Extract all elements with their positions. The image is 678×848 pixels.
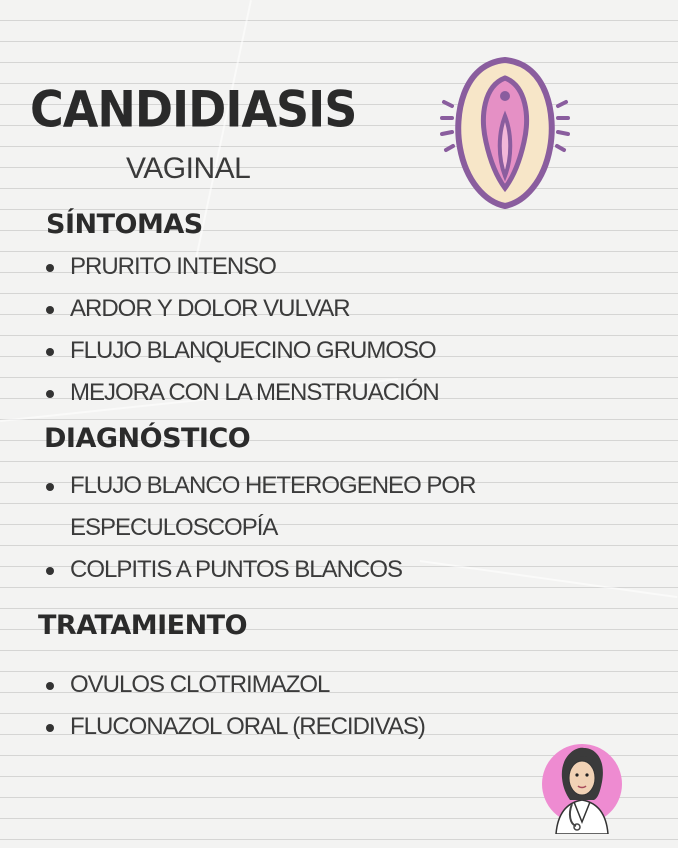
list-item: OVULOS CLOTRIMAZOL	[44, 664, 425, 706]
vulva-icon	[440, 56, 570, 216]
list-item: FLUCONAZOL ORAL (RECIDIVAS)	[44, 706, 425, 748]
section-heading-tratamiento: TRATAMIENTO	[38, 610, 248, 641]
list-item: MEJORA CON LA MENSTRUACIÓN	[44, 372, 439, 414]
tratamiento-list	[44, 664, 425, 748]
list-item-text: FLUJO BLANCO HETEROGENEO POR	[70, 472, 476, 499]
doctor-avatar-icon	[536, 738, 626, 839]
section-heading-sintomas: SÍNTOMAS	[46, 209, 203, 240]
page-subtitle: VAGINAL	[126, 152, 251, 185]
page-title: CANDIDIASIS	[30, 79, 357, 139]
sintomas-list	[44, 246, 439, 414]
diagnostico-list	[44, 465, 475, 591]
list-item: COLPITIS A PUNTOS BLANCOS	[44, 549, 475, 591]
section-heading-diagnostico: DIAGNÓSTICO	[44, 423, 251, 454]
list-item: FLUJO BLANQUECINO GRUMOSO	[44, 330, 439, 372]
list-item-continuation: ESPECULOSCOPÍA	[70, 514, 278, 541]
list-item: ARDOR Y DOLOR VULVAR	[44, 288, 439, 330]
list-item	[44, 465, 475, 549]
list-item: PRURITO INTENSO	[44, 246, 439, 288]
